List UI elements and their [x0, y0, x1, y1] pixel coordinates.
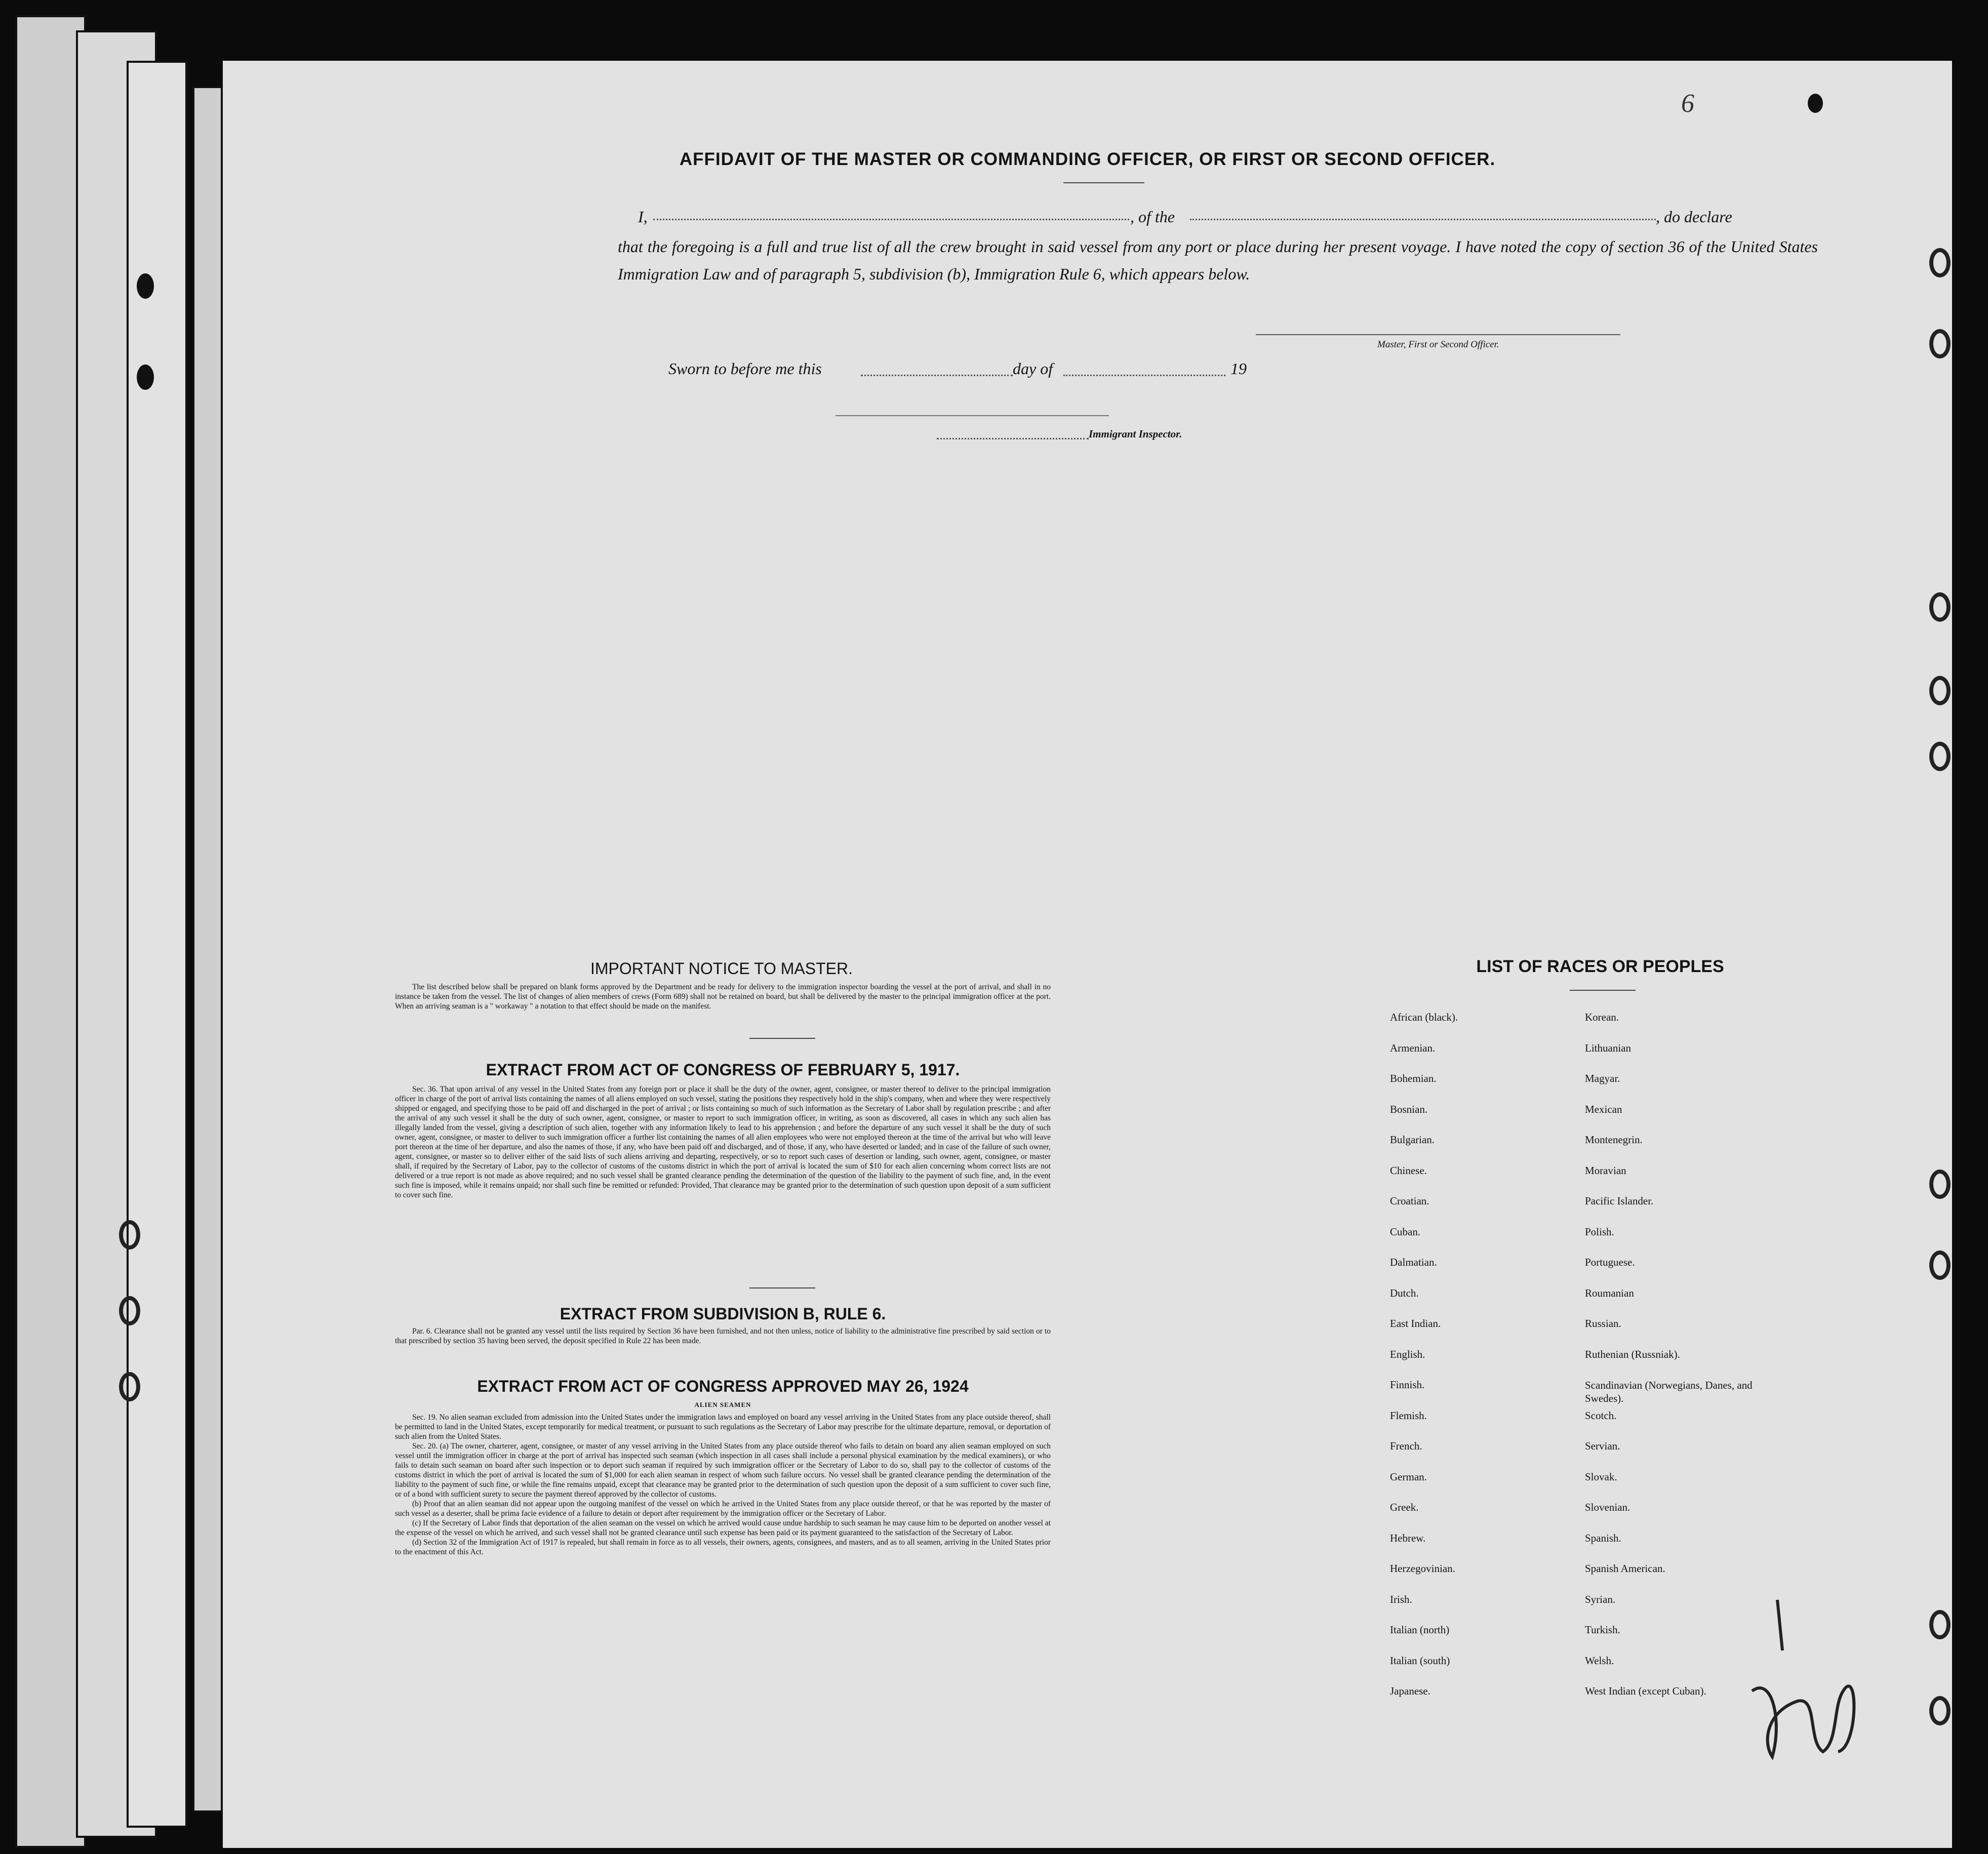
race-entry: Dalmatian.	[1390, 1256, 1437, 1268]
affidavit-i: I,	[638, 208, 648, 226]
notice-text: The list described below shall be prepared on blank forms approved by the Department and be ready for delivery to the immigration inspector boarding the vessel at the port of arrival, and shall in no instance be taken from the vessel. The list of changes of alien members of crews (Form 689) shall not be retained on board, but shall be delivered by the master to the principal immigration officer at the port. When an arriving seaman is a " workaway " a notation to that effect should be made on the manifest.	[395, 983, 1051, 1011]
punch-hole	[1929, 1696, 1951, 1725]
punch-hole	[137, 365, 154, 390]
punch-hole	[1929, 329, 1951, 358]
races-title: LIST OF RACES OR PEOPLES	[1476, 957, 1724, 976]
divider	[1063, 182, 1144, 183]
sworn-day-blank	[861, 375, 1013, 376]
page-edge	[192, 86, 223, 1812]
inspector-blank	[937, 438, 1089, 439]
punch-hole	[1929, 1251, 1951, 1280]
race-entry: Herzegovinian.	[1390, 1562, 1455, 1575]
race-entry: Bosnian.	[1390, 1103, 1428, 1115]
race-entry: Korean.	[1585, 1011, 1619, 1023]
punch-hole	[137, 273, 154, 299]
race-entry: Italian (north)	[1390, 1624, 1450, 1636]
year-label: 19	[1230, 359, 1247, 378]
race-entry: Ruthenian (Russniak).	[1585, 1348, 1680, 1360]
name-blank	[653, 219, 1129, 220]
day-of: day of	[1013, 359, 1053, 378]
punch-hole	[1929, 592, 1951, 622]
race-entry: Hebrew.	[1390, 1531, 1426, 1544]
race-entry: Montenegrin.	[1585, 1134, 1643, 1146]
punch-hole	[119, 1372, 140, 1401]
race-entry: Spanish.	[1585, 1531, 1621, 1544]
punch-hole	[119, 1296, 140, 1325]
race-entry: Bohemian.	[1390, 1072, 1437, 1084]
race-entry: Polish.	[1585, 1225, 1614, 1238]
punch-hole	[1929, 1610, 1951, 1639]
race-entry: Japanese.	[1390, 1685, 1430, 1697]
race-entry: Irish.	[1390, 1593, 1412, 1605]
affidavit-body: that the foregoing is a full and true list of all the crew brought in said vessel from any port or place during her present voyage. I have noted the copy of section 36 of the United States Immigration Law and of paragraph 5, subdivision (b), Immigration Rule 6, which appears below.	[618, 237, 1818, 283]
race-entry: West Indian (except Cuban).	[1585, 1685, 1706, 1697]
extract-1917-text: Sec. 36. That upon arrival of any vessel in the United States from any foreign port or place it shall be the duty of the owner, agent, consignee, or master thereof to deliver to the principal immigration officer in charge of the port of arrival lists containing the names of all aliens employed on such vessel, stating the positions they respectively hold in the ship's company, when and where they were respectively shipped or engaged, and specifying those to be paid off and discharged in the port of arrival ; or lists containing so much of such information as the Secretary of Labor shall by regulation prescribe ; and after the arrival of any such vessel it shall be the duty of such owner, agent, consignee, or master to report to such immigration officer, in writing, as soon as discovered, all cases in which any such alien has illegally landed from the vessel, giving a description of such alien, together with any information likely to lead to his apprehension ; and before the departure of any such vessel it shall be the duty of such owner, agent, consignee, or master to deliver to such immigration officer a further list containing the names of all alien employees who were not employed thereon at the time of the arrival but who will leave port thereon at the time of her departure, and also the names of those, if any, who have been paid off and discharged, and of those, if any, who have deserted or landed; and in case of the failure of such owner, agent, consignee, or master so to deliver either of the said lists of such aliens arriving and departing, respectively, or so to report such cases of desertion or landing, such owner, agent, consignee, or master shall, if required by the Secretary of Labor, pay to the collector of customs of the customs district in which the port of arrival is located the sum of $10 for each alien concerning whom correct lists are not delivered or a true report is not made as above required; and no such vessel shall be granted clearance pending the determination of the question of the liability to the payment of such fine, and, in the event such fine is imposed, while it remains unpaid; nor shall such fine be remitted or refunded: Provided, That clearance may be granted prior to the determination of such question upon deposit of a sum sufficient to cover such fine.	[395, 1085, 1051, 1199]
signature-label: Master, First or Second Officer.	[1377, 339, 1499, 350]
divider	[1570, 990, 1636, 991]
affidavit-title: AFFIDAVIT OF THE MASTER OR COMMANDING OFFICER, OR FIRST OR SECOND OFFICER.	[679, 149, 1496, 169]
race-entry: Chinese.	[1390, 1164, 1427, 1177]
race-entry: Greek.	[1390, 1501, 1419, 1513]
race-entry: Flemish.	[1390, 1409, 1427, 1422]
race-entry: Servian.	[1585, 1440, 1620, 1452]
race-entry: Scotch.	[1585, 1409, 1617, 1422]
race-entry: Armenian.	[1390, 1041, 1436, 1054]
affidavit-of-the: , of the	[1130, 208, 1175, 226]
race-entry: Pacific Islander.	[1585, 1195, 1654, 1207]
race-entry: Syrian.	[1585, 1593, 1616, 1605]
race-entry: Slovenian.	[1585, 1501, 1631, 1513]
extract-1924-title: EXTRACT FROM ACT OF CONGRESS APPROVED MAY 26, 1924	[477, 1377, 969, 1395]
vessel-blank	[1190, 219, 1656, 220]
punch-hole	[1929, 742, 1951, 771]
race-entry: English.	[1390, 1348, 1425, 1360]
page-edge	[15, 15, 86, 1848]
race-entry: Italian (south)	[1390, 1654, 1450, 1667]
race-entry: French.	[1390, 1440, 1422, 1452]
race-entry: Scandinavian (Norwegians, Danes, and Swedes).	[1585, 1379, 1753, 1404]
extract-1917-title: EXTRACT FROM ACT OF CONGRESS OF FEBRUARY 5, 1917.	[486, 1061, 960, 1079]
race-entry: Welsh.	[1585, 1654, 1614, 1667]
race-entry: Portuguese.	[1585, 1256, 1635, 1268]
alien-seamen-subtitle: ALIEN SEAMEN	[694, 1401, 751, 1408]
punch-hole	[1929, 1170, 1951, 1199]
race-entry: East Indian.	[1390, 1317, 1441, 1329]
punch-hole	[1929, 676, 1951, 705]
extract-1924-text: Sec. 19. No alien seaman excluded from admission into the United States under the immigration laws and employed on board any vessel arriving in the United States from any place outside thereof, shall be permitted to land in the United States, except temporarily for medical treatment, or pursuant to such regulations as the Secretary of Labor may prescribe for the ultimate departure, removal, or deportation of such alien from the United States. Sec. 20. (a) The owner, charterer, agent, consignee, or master of any vessel arriving in the United States from any place outside thereof who fails to detain on board any alien seaman employed on such vessel until the immigration officer in charge at the port of arrival has inspected such seaman (which inspection in all cases shall include a personal physical examination by the medical examiners), or who fails to detain such seaman on board after such inspection or to deport such seaman if required by such immigration officer or the Secretary of Labor to do so, shall pay to the collector of customs of the customs district in which the port of arrival is located the sum of $1,000 for each alien seaman in respect of whom such failure occurs. No vessel shall be granted clearance pending the determination of the liability to the payment of such fine, or while the fine remains unpaid, except that clearance may be granted prior to the determination of such question upon the deposit of a sum sufficient to cover such fine, or of a bond with sufficient surety to secure the payment thereof approved by the collector of customs. (b) Proof that an alien seaman did not appear upon the outgoing manifest of the vessel on which he arrived in the United States from any place outside thereof, or that he was reported by the master of such vessel as a deserter, shall be prima facie evidence of a failure to detain or deport after requirement by the immigration officer or the Secretary of Labor. (c) If the Secretary of Labor finds that deportation of the alien seaman on the vessel on which he arrived would cause undue hardship to such seaman he may cause him to be deported on another vessel at the expense of the vessel on which he arrived, and such vessel shall not be granted clearance until such expense has been paid or its payment guaranteed to the satisfaction of the Secretary of Labor. (d) Section 32 of the Immigration Act of 1917 is repealed, but shall remain in force as to all vessels, their owners, agents, consignees, and masters, and as to all seamen, arriving in the United States prior to the enactment of this Act.	[395, 1413, 1051, 1556]
race-entry: Turkish.	[1585, 1624, 1620, 1636]
race-entry: Lithuanian	[1585, 1041, 1631, 1054]
punch-hole	[1808, 94, 1823, 113]
race-entry: Croatian.	[1390, 1195, 1429, 1207]
race-entry: Dutch.	[1390, 1286, 1419, 1299]
inspector-label: Immigrant Inspector.	[1089, 428, 1182, 440]
race-entry: Spanish American.	[1585, 1562, 1665, 1575]
extract-rule6-title: EXTRACT FROM SUBDIVISION B, RULE 6.	[560, 1305, 886, 1323]
extract-rule6-text: Par. 6. Clearance shall not be granted any vessel until the lists required by Section 36 have been furnished, and not then unless, notice of liability to the administrative fine prescribed by said section or to that prescribed by section 35 having been served, the deposit specified in Rule 22 has been made.	[395, 1327, 1051, 1345]
race-entry: African (black).	[1390, 1011, 1458, 1023]
manifest-page	[223, 61, 1952, 1848]
punch-hole	[1929, 248, 1951, 277]
divider	[749, 1287, 815, 1288]
notice-title: IMPORTANT NOTICE TO MASTER.	[590, 959, 853, 978]
signature-line	[1256, 334, 1620, 335]
sworn-month-blank	[1063, 375, 1225, 376]
handwritten-signature	[1742, 1590, 1874, 1772]
page-edge	[127, 61, 187, 1828]
race-entry: Mexican	[1585, 1103, 1622, 1115]
inspector-line	[836, 415, 1109, 416]
affidavit-declare: , do declare	[1656, 208, 1732, 226]
race-entry: Moravian	[1585, 1164, 1626, 1177]
race-entry: Magyar.	[1585, 1072, 1620, 1084]
punch-hole	[119, 1220, 140, 1250]
race-entry: Slovak.	[1585, 1470, 1617, 1483]
race-entry: Cuban.	[1390, 1225, 1421, 1238]
race-entry: Roumanian	[1585, 1286, 1634, 1299]
sworn-text: Sworn to before me this	[668, 359, 822, 378]
divider	[749, 1038, 815, 1039]
page-number: 6	[1681, 89, 1694, 118]
race-entry: Russian.	[1585, 1317, 1621, 1329]
race-entry: German.	[1390, 1470, 1427, 1483]
race-entry: Bulgarian.	[1390, 1134, 1435, 1146]
race-entry: Finnish.	[1390, 1379, 1425, 1391]
